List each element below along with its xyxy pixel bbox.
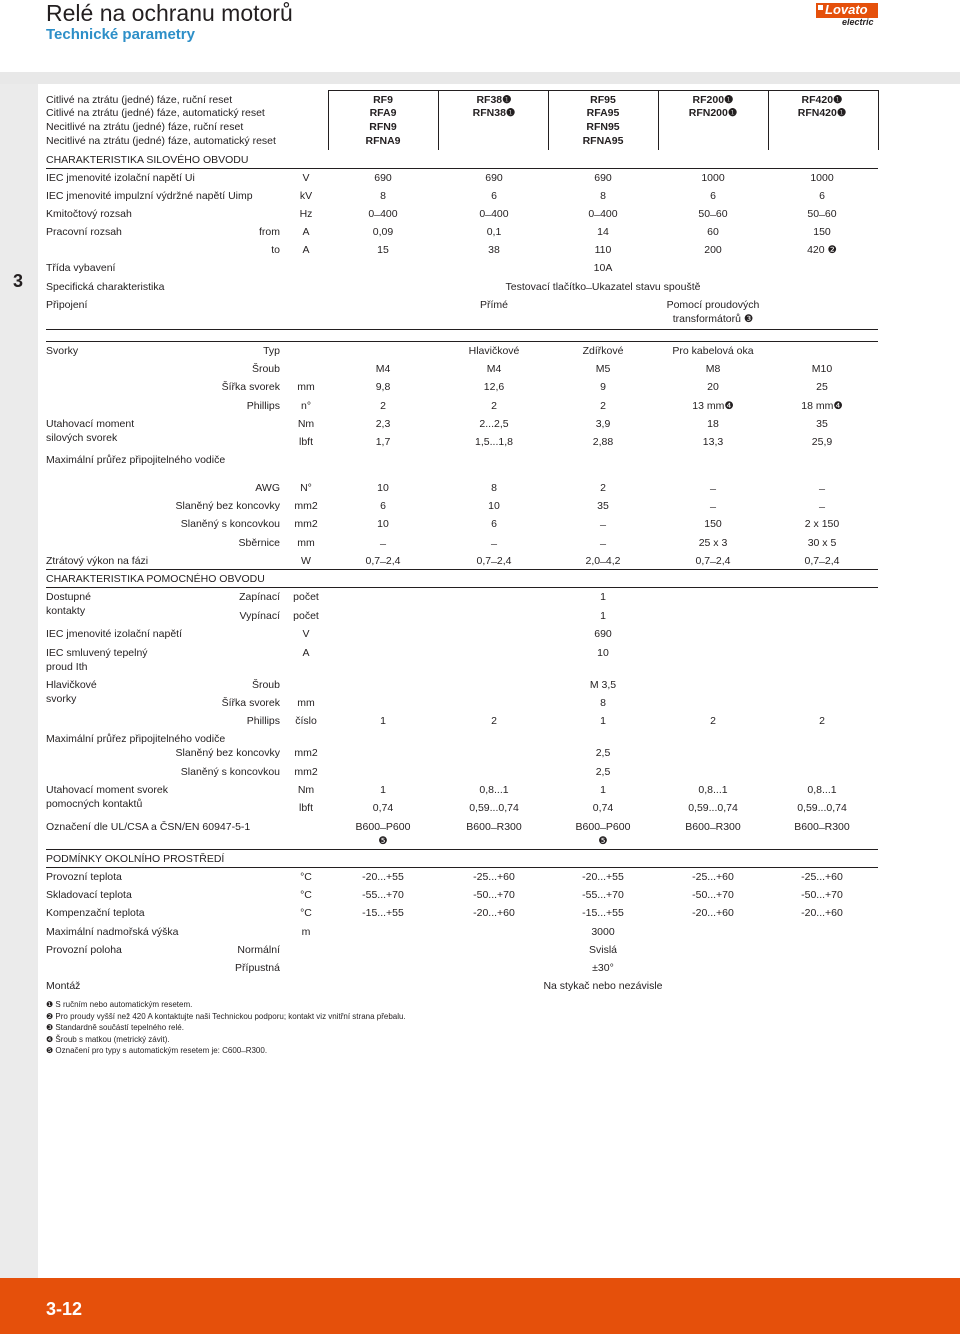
cell-value: M4 [375, 363, 391, 375]
cell-value: -15...+55 [362, 907, 404, 919]
product-row: Citlivé na ztrátu (jedné) fáze, ruční reset [46, 94, 233, 106]
table-rule [46, 587, 878, 588]
cell-value: Testovací tlačítko ̶ Ukazatel stavu spouště [505, 281, 701, 293]
row-label: Provozní teplota [46, 871, 122, 883]
product-row: Necitlivé na ztrátu (jedné) fáze, automatický reset [46, 135, 276, 147]
cell-value: M10 [811, 363, 833, 375]
cell-value: Svislá [588, 944, 618, 956]
cell-value: -15...+55 [582, 907, 624, 919]
row-sublabel: Šroub [251, 363, 280, 375]
cell-value: 2,0 ̶ 4,2 [585, 555, 621, 567]
cell-value: 60 [707, 226, 719, 238]
cell-value: 2,3 [375, 418, 391, 430]
row-label: Svorky [46, 345, 79, 357]
row-label: proud Ith [46, 661, 88, 673]
footnote: ❸ Standardně součástí tepelného relé. [46, 1023, 184, 1032]
table-rule [46, 168, 878, 169]
cell-value: Hlavičkové [468, 345, 520, 357]
row-unit: n° [300, 400, 312, 412]
cell-value: M4 [486, 363, 502, 375]
row-unit: mm2 [294, 500, 318, 512]
cell-value: 690 [594, 172, 612, 184]
cell-value: Pomocí proudových [666, 299, 760, 311]
table-rule [658, 90, 659, 150]
row-unit: Hz [299, 208, 313, 220]
cell-value: 1 [380, 715, 386, 727]
row-label: svorky [46, 693, 77, 705]
cell-value: 30 x 5 [807, 537, 837, 549]
cell-value: 2 [600, 482, 606, 494]
model-code: RFN420❶ [797, 107, 847, 119]
cell-value: 0 ̶ 400 [588, 208, 618, 220]
cell-value: 10 [377, 482, 389, 494]
cell-value: -25...+60 [801, 871, 843, 883]
cell-value: ❺ [378, 835, 388, 847]
table-rule [46, 341, 878, 342]
row-label: IEC jmenovité izolační napětí Ui [46, 172, 195, 184]
cell-value: 0,8...1 [479, 784, 509, 796]
model-code: RF420❶ [801, 94, 843, 106]
cell-value: 0,7 ̶ 2,4 [804, 555, 840, 567]
cell-value: Pro kabelová oka [672, 345, 754, 357]
row-unit: kV [299, 190, 313, 202]
model-code: RF200❶ [692, 94, 734, 106]
cell-value: 0,09 [372, 226, 394, 238]
cell-value: 10A [593, 262, 613, 274]
cell-value: 1,7 [375, 436, 391, 448]
cell-value: 9,8 [375, 381, 391, 393]
chapter-number: 3 [13, 271, 24, 291]
cell-value: B600 ̶ R300 [466, 821, 522, 833]
row-sublabel: Slaněný s koncovkou [180, 518, 280, 530]
cell-value: 8 [380, 190, 386, 202]
cell-value: 1 [600, 591, 606, 603]
row-unit: počet [293, 610, 319, 622]
row-unit: mm2 [294, 518, 318, 530]
cell-value: 18 mm❹ [801, 400, 843, 412]
cell-value: -25...+60 [473, 871, 515, 883]
row-label: CHARAKTERISTIKA POMOCNÉHO OBVODU [46, 573, 265, 585]
cell-value: 2...2,5 [479, 418, 509, 430]
model-code: RF38❶ [476, 94, 512, 106]
cell-value: 6 [491, 190, 497, 202]
cell-value: -20...+60 [473, 907, 515, 919]
cell-value: 2 [710, 715, 716, 727]
cell-value: 6 [819, 190, 825, 202]
row-label: kontakty [46, 605, 86, 617]
cell-value: -55...+70 [362, 889, 404, 901]
cell-value: 2 x 150 [804, 518, 840, 530]
logo-brand-sub: electric [842, 17, 874, 27]
cell-value: 0,7 ̶ 2,4 [695, 555, 731, 567]
cell-value: 25 [816, 381, 828, 393]
cell-value: 2 [491, 715, 497, 727]
row-sublabel: Normální [237, 944, 280, 956]
cell-value: 0,59...0,74 [688, 802, 738, 814]
row-sublabel: Šířka svorek [221, 697, 280, 709]
row-sublabel: Vypínací [239, 610, 280, 622]
footnote: ❹ Šroub s matkou (metrický závit). [46, 1035, 170, 1044]
cell-value: 50 ̶ 60 [698, 208, 728, 220]
row-unit: N° [300, 482, 312, 494]
row-label: Pracovní rozsah [46, 226, 122, 238]
footnote: ❺ Označení pro typy s automatickým resetem je: C600 ̶ R300. [46, 1046, 268, 1055]
row-unit: číslo [295, 715, 317, 727]
cell-value: -20...+55 [582, 871, 624, 883]
cell-value: 20 [707, 381, 719, 393]
cell-value: 2 [819, 715, 825, 727]
cell-value: 0,1 [486, 226, 502, 238]
row-unit: lbft [298, 802, 314, 814]
row-unit: °C [300, 871, 312, 883]
row-unit: V [302, 172, 310, 184]
cell-value: 14 [597, 226, 609, 238]
cell-value: Přímé [479, 299, 509, 311]
model-code: RFA95 [586, 107, 620, 119]
model-code: RFN38❶ [472, 107, 516, 119]
row-unit: V [302, 628, 310, 640]
model-code: RF95 [590, 94, 616, 106]
cell-value: 3,9 [595, 418, 611, 430]
row-sublabel: Šířka svorek [221, 381, 280, 393]
cell-value: 25,9 [811, 436, 833, 448]
row-label: pomocných kontaktů [46, 798, 143, 810]
cell-value: -20...+55 [362, 871, 404, 883]
row-label: Připojení [46, 299, 88, 311]
row-unit: mm [297, 697, 315, 709]
page-number: 3-12 [46, 1299, 83, 1319]
cell-value: 2 [491, 400, 497, 412]
cell-value: Na stykač nebo nezávisle [543, 980, 663, 992]
cell-value: 15 [377, 244, 389, 256]
row-sublabel: Šroub [251, 679, 280, 691]
row-unit: A [302, 226, 310, 238]
table-rule [548, 90, 549, 150]
row-sublabel: Přípustná [235, 962, 280, 974]
model-code: RFN9 [369, 121, 397, 133]
product-row: Citlivé na ztrátu (jedné) fáze, automatický reset [46, 107, 265, 119]
row-unit: počet [293, 591, 319, 603]
row-sublabel: Sběrnice [238, 537, 280, 549]
cell-value: 50 ̶ 60 [807, 208, 837, 220]
table-rule [328, 90, 329, 150]
cell-value: 2 [380, 400, 386, 412]
cell-value: 1 [600, 715, 606, 727]
cell-value: 13,3 [702, 436, 724, 448]
table-rule [46, 329, 878, 330]
cell-value: B600 ̶ P600 [575, 821, 631, 833]
cell-value: 690 [374, 172, 392, 184]
cell-value: 18 [707, 418, 719, 430]
table-rule [768, 90, 769, 150]
row-label: IEC jmenovité izolační napětí [46, 628, 182, 640]
cell-value: 10 [597, 647, 609, 659]
cell-value: -50...+70 [801, 889, 843, 901]
row-label: Ztrátový výkon na fázi [46, 555, 149, 567]
cell-value: 1,5...1,8 [475, 436, 513, 448]
row-sublabel: Slaněný bez koncovky [175, 747, 280, 759]
row-label: silových svorek [46, 432, 118, 444]
row-label: IEC smluvený tepelný [46, 647, 148, 659]
cell-value: 38 [488, 244, 500, 256]
row-label: Maximální průřez připojitelného vodiče [46, 454, 226, 466]
cell-value: 0 ̶ 400 [368, 208, 398, 220]
model-code: RFNA9 [365, 135, 401, 147]
cell-value: 2,5 [595, 766, 611, 778]
table-rule [46, 867, 878, 868]
row-sublabel: Phillips [246, 715, 280, 727]
row-unit: A [302, 244, 310, 256]
cell-value: M8 [705, 363, 721, 375]
cell-value: 0,74 [372, 802, 394, 814]
row-unit: mm2 [294, 747, 318, 759]
footnote: ❶ S ručním nebo automatickým resetem. [46, 1000, 193, 1009]
cell-value: 8 [491, 482, 497, 494]
page-subtitle: Technické parametry [46, 26, 195, 43]
cell-value: 0,7 ̶ 2,4 [476, 555, 512, 567]
cell-value: -50...+70 [473, 889, 515, 901]
row-label: Montáž [46, 980, 81, 992]
cell-value: 690 [594, 628, 612, 640]
cell-value: 0,59...0,74 [469, 802, 519, 814]
cell-value: 150 [813, 226, 831, 238]
row-unit: W [301, 555, 311, 567]
cell-value: 25 x 3 [698, 537, 728, 549]
table-rule [46, 849, 878, 850]
model-code: RFN95 [586, 121, 620, 133]
row-label: PODMÍNKY OKOLNÍHO PROSTŘEDÍ [46, 853, 225, 865]
row-label: Kompenzační teplota [46, 907, 145, 919]
cell-value: -20...+60 [801, 907, 843, 919]
cell-value: 200 [704, 244, 722, 256]
row-sublabel: Zapínací [239, 591, 280, 603]
row-label: Skladovací teplota [46, 889, 132, 901]
row-label: IEC jmenovité impulzní výdržné napětí Uimp [46, 190, 253, 202]
cell-value: B600 ̶ R300 [794, 821, 850, 833]
row-label: Označení dle UL/CSA a ČSN/EN 60947-5-1 [46, 821, 251, 833]
cell-value: ❺ [598, 835, 608, 847]
row-sublabel: Phillips [246, 400, 280, 412]
cell-value: 0 ̶ 400 [479, 208, 509, 220]
row-unit: °C [300, 907, 312, 919]
model-code: RFA9 [369, 107, 397, 119]
row-sublabel: Slaněný s koncovkou [180, 766, 280, 778]
cell-value: Zdířkové [582, 345, 624, 357]
row-sublabel: Slaněný bez koncovky [175, 500, 280, 512]
cell-value: B600 ̶ P600 [355, 821, 411, 833]
cell-value: -20...+60 [692, 907, 734, 919]
row-label: Třída vybavení [46, 262, 116, 274]
cell-value: 10 [488, 500, 500, 512]
row-label: Utahovací moment [46, 418, 135, 430]
cell-value: 2 [600, 400, 606, 412]
row-label: Provozní poloha [46, 944, 122, 956]
cell-value: M 3,5 [589, 679, 617, 691]
model-code: RFNA95 [582, 135, 624, 147]
cell-value: -50...+70 [692, 889, 734, 901]
cell-value: 0,74 [592, 802, 614, 814]
cell-value: 1 [600, 610, 606, 622]
row-sublabel: AWG [255, 482, 280, 494]
row-sublabel: to [271, 244, 280, 256]
table-rule [46, 569, 878, 570]
row-unit: A [302, 647, 310, 659]
row-unit: mm2 [294, 766, 318, 778]
page-title: Relé na ochranu motorů [46, 0, 293, 26]
cell-value: 1000 [701, 172, 725, 184]
cell-value: 1 [380, 784, 386, 796]
cell-value: 35 [816, 418, 828, 430]
cell-value: M5 [595, 363, 611, 375]
cell-value: 0,7 ̶ 2,4 [365, 555, 401, 567]
cell-value: 3000 [591, 926, 615, 938]
row-label: Hlavičkové [46, 679, 97, 691]
cell-value: 1000 [810, 172, 834, 184]
row-label: CHARAKTERISTIKA SILOVÉHO OBVODU [46, 154, 249, 166]
row-label: Specifická charakteristika [46, 281, 165, 293]
cell-value: 110 [594, 244, 612, 256]
row-unit: mm [297, 381, 315, 393]
cell-value: 690 [485, 172, 503, 184]
cell-value: 150 [704, 518, 722, 530]
row-unit: Nm [297, 418, 315, 430]
table-rule [438, 90, 439, 150]
model-code: RF9 [373, 94, 393, 106]
cell-value: 13 mm❹ [692, 400, 734, 412]
cell-value: 2,5 [595, 747, 611, 759]
table-rule [328, 90, 878, 91]
row-label: Maximální průřez připojitelného vodiče [46, 733, 226, 745]
cell-value: -55...+70 [582, 889, 624, 901]
cell-value: 8 [600, 697, 606, 709]
cell-value: 6 [380, 500, 386, 512]
table-rule [878, 90, 879, 150]
cell-value: 6 [710, 190, 716, 202]
cell-value: 0,8...1 [807, 784, 837, 796]
cell-value: transformátorů ❸ [672, 313, 754, 325]
cell-value: 10 [377, 518, 389, 530]
cell-value: 6 [491, 518, 497, 530]
row-sublabel: Typ [263, 345, 280, 357]
row-unit: mm [297, 537, 315, 549]
cell-value: 420 ❷ [807, 244, 837, 256]
row-unit: lbft [298, 436, 314, 448]
cell-value: 2,88 [592, 436, 614, 448]
cell-value: 1 [600, 784, 606, 796]
row-label: Dostupné [46, 591, 91, 603]
model-code: RFN200❶ [688, 107, 738, 119]
footnote: ❷ Pro proudy vyšší než 420 A kontaktujte naši Technickou podporu; kontakt viz vnitřní strana přebalu. [46, 1012, 406, 1021]
cell-value: 9 [600, 381, 606, 393]
row-label: Kmitočtový rozsah [46, 208, 132, 220]
row-unit: Nm [297, 784, 315, 796]
cell-value: 0,59...0,74 [797, 802, 847, 814]
row-label: Utahovací moment svorek [46, 784, 168, 796]
logo-brand: Lovato [825, 2, 868, 17]
cell-value: B600 ̶ R300 [685, 821, 741, 833]
row-sublabel: from [259, 226, 280, 238]
row-label: Maximální nadmořská výška [46, 926, 179, 938]
cell-value: -25...+60 [692, 871, 734, 883]
cell-value: ±30° [592, 962, 614, 974]
cell-value: 0,8...1 [698, 784, 728, 796]
cell-value: 12,6 [483, 381, 505, 393]
row-unit: °C [300, 889, 312, 901]
product-row: Necitlivé na ztrátu (jedné) fáze, ruční reset [46, 121, 244, 133]
cell-value: 8 [600, 190, 606, 202]
row-unit: m [301, 926, 311, 938]
cell-value: 35 [597, 500, 609, 512]
